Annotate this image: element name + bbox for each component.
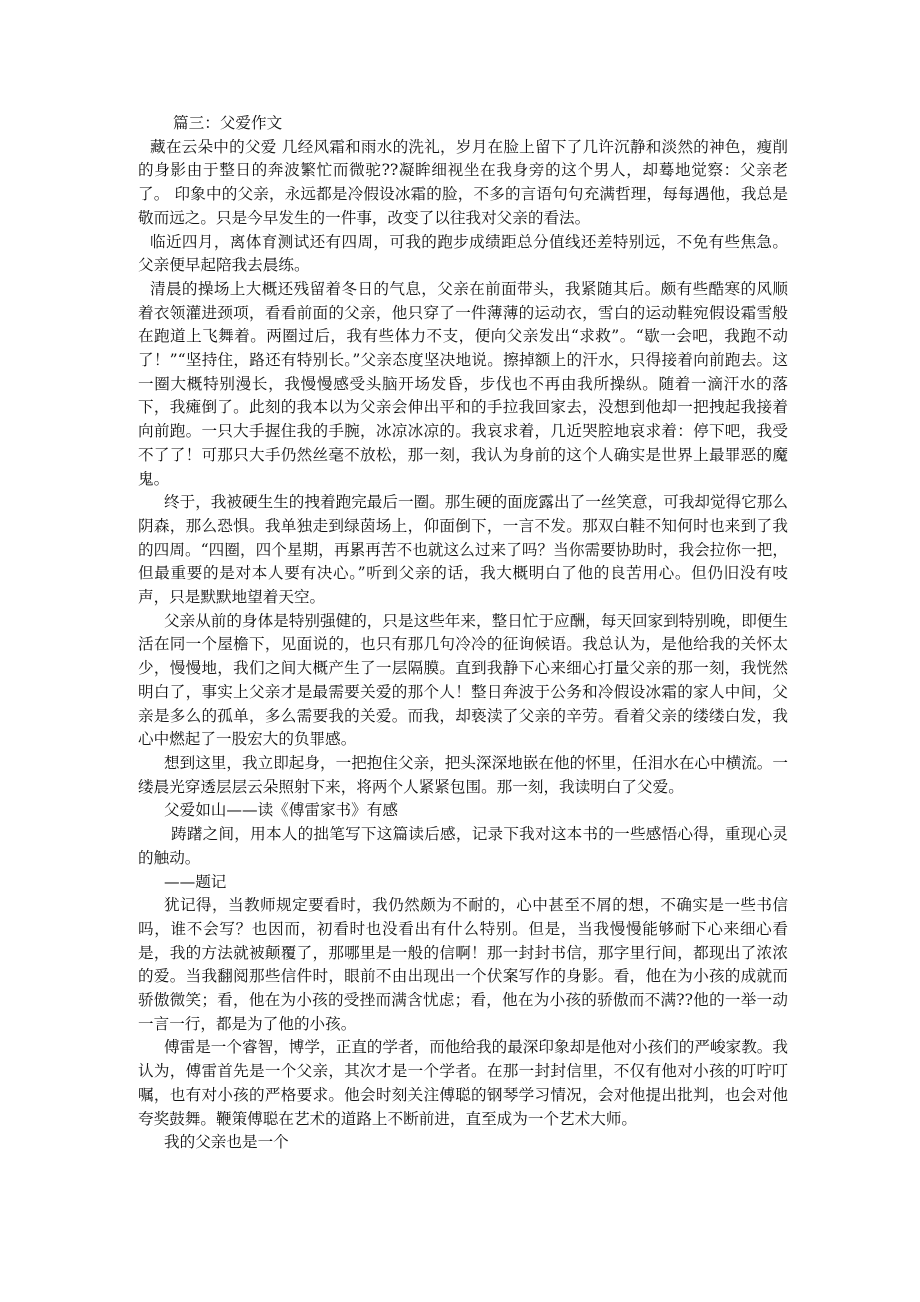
paragraph-6: 想到这里，我立即起身，一把抱住父亲，把头深深地嵌在他的怀里，任泪水在心中横流。一缕晨光穿透层层云朵照射下来，将两个人紧紧包围。那一刻，我读明白了父爱。 [138, 753, 788, 796]
paragraph-2: 临近四月，离体育测试还有四周，可我的跑步成绩距总分值线还差特别远，不免有些焦急。父亲便早起陪我去晨练。 [138, 232, 788, 275]
essay2-intro: 踌躇之间，用本人的拙笔写下这篇读后感，记录下我对这本书的一些感悟心得，重现心灵的触动。 [138, 825, 788, 867]
document-page [138, 112, 788, 1155]
paragraph-1: 藏在云朵中的父爱 几经风霜和雨水的洗礼，岁月在脸上留下了几许沉静和淡然的神色，瘦削的身影由于整日的奔波繁忙而微驼??凝眸细视坐在我身旁的这个男人，却蓦地觉察：父亲老了。 印象中的父亲，永远都是冷假设冰霜的脸，不多的言语句句充满哲理，每每遇他，我总是敬而远之。只是今早发生的一件事，改变了以往我对父亲的看法。 [138, 137, 788, 227]
essay2-paragraph-1: 犹记得，当教师规定要看时，我仍然颇为不耐的，心中甚至不屑的想，不确实是一些书信吗，谁不会写？也因而，初看时也没看出有什么特别。但是，当我慢慢能够耐下心来细心看是，我的方法就被颠覆了，那哪里是一般的信啊！那一封封书信，那字里行间，都现出了浓浓的爱。当我翻阅那些信件时，眼前不由出现出一个伏案写作的身影。看，他在为小孩的成就而骄傲微笑；看，他在为小孩的受挫而满含忧虑；看，他在为小孩的骄傲而不满??他的一举一动一言一行，都是为了他的小孩。 [138, 896, 788, 1033]
section-title: 篇三：父爱作文 [173, 114, 283, 132]
essay2-title: 父爱如山——读《傅雷家书》有感 [164, 801, 398, 820]
essay2-signoff: ——题记 [164, 872, 227, 891]
paragraph-3: 清晨的操场上大概还残留着冬日的气息，父亲在前面带头，我紧随其后。颇有些酷寒的风顺着衣领灌进颈项，看看前面的父亲，他只穿了一件薄薄的运动衣，雪白的运动鞋宛假设霜雪般在跑道上飞舞着。两圈过后，我有些体力不支，便向父亲发出“求救”。“歇一会吧，我跑不动了！”“坚持住，路还有特别长。”父亲态度坚决地说。擦掉额上的汗水，只得接着向前跑去。这一圈大概特别漫长，我慢慢感受头脑开场发昏，步伐也不再由我所操纵。随着一滴汗水的落下，我瘫倒了。此刻的我本以为父亲会伸出平和的手拉我回家去，没想到他却一把拽起我接着向前跑。一只大手握住我的手腕，冰凉冰凉的。我哀求着，几近哭腔地哀求着：停下吧，我受不了了！可那只大手仍然丝毫不放松，那一刻，我认为身前的这个人确实是世界上最罪恶的魔鬼。 [138, 279, 788, 488]
paragraph-4: 终于，我被硬生生的拽着跑完最后一圈。那生硬的面庞露出了一丝笑意，可我却觉得它那么阴森，那么恐惧。我单独走到绿茵场上，仰面倒下，一言不发。那双白鞋不知何时也来到了我的四周。“四圈，四个星期，再累再苦不也就这么过来了吗？当你需要协助时，我会拉你一把，但最重要的是对本人要有决心。”听到父亲的话，我大概明白了他的良苦用心。但仍旧没有吱声，只是默默地望着天空。 [138, 493, 788, 607]
essay2-paragraph-2: 傅雷是一个睿智，博学，正直的学者，而他给我的最深印象却是他对小孩们的严峻家教。我认为，傅雷首先是一个父亲，其次才是一个学者。在那一封封信里，不仅有他对小孩的叮咛叮嘱，也有对小孩的严格要求。他会时刻关注傅聪的钢琴学习情况，会对他提出批判，也会对他夸奖鼓舞。鞭策傅聪在艺术的道路上不断前进，直至成为一个艺术大师。 [138, 1038, 788, 1128]
essay2-paragraph-3: 我的父亲也是一个 [164, 1133, 289, 1152]
paragraph-5: 父亲从前的身体是特别强健的，只是这些年来，整日忙于应酬，每天回家到特别晚，即便生活在同一个屋檐下，见面说的，也只有那几句冷冷的征询候语。我总认为，是他给我的关怀太少，慢慢地，我们之间大概产生了一层隔膜。直到我静下心来细心打量父亲的那一刻，我恍然明白了，事实上父亲才是最需要关爱的那个人！整日奔波于公务和冷假设冰霜的家人中间，父亲是多么的孤单，多么需要我的关爱。而我，却亵渎了父亲的辛劳。看着父亲的缕缕白发，我心中燃起了一股宏大的负罪感。 [138, 611, 788, 749]
